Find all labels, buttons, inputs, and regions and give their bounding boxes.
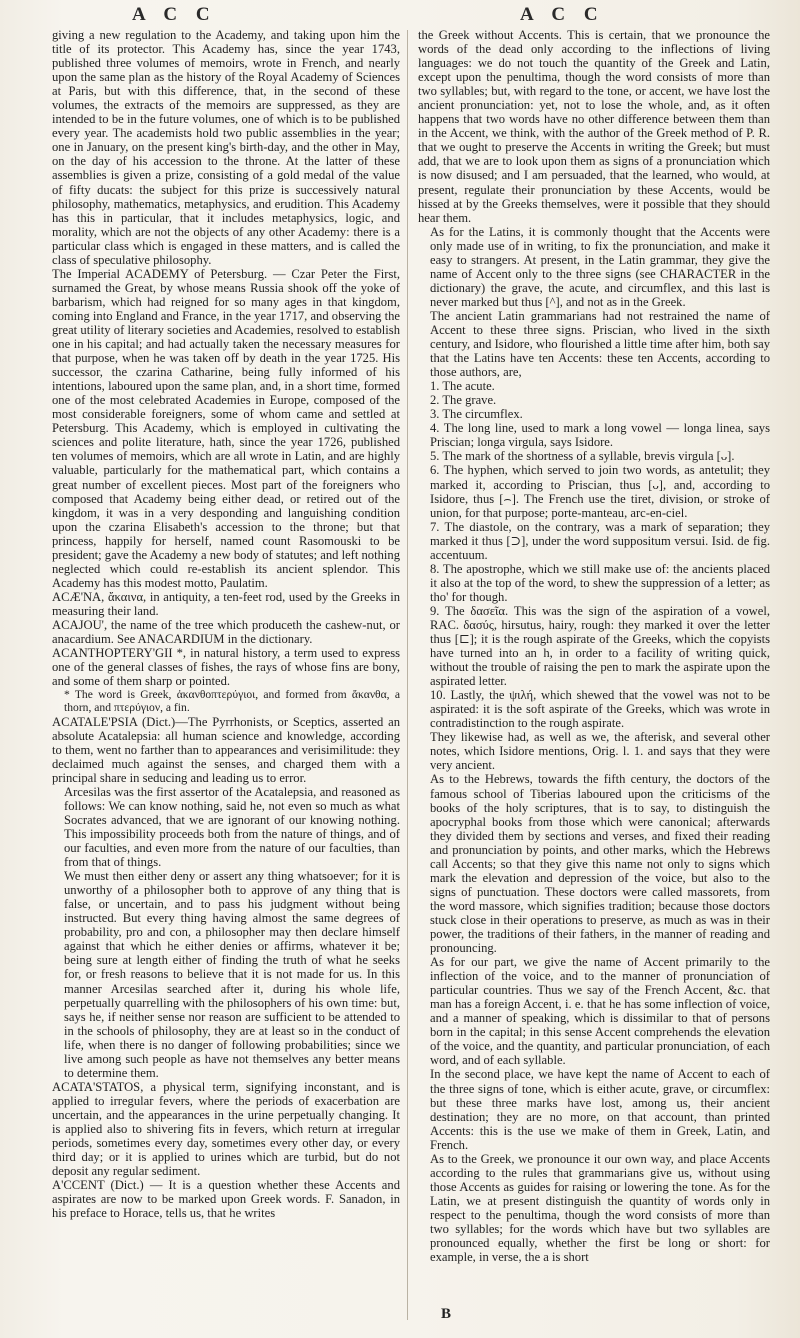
list-item: 1. The acute. — [430, 379, 495, 394]
paragraph: the Greek without Accents. This is certain, that we pronounce the words of the dead only according to the inflections of living languages: we do not touch the quantity of the Greek and Latin, except upon the penultima, though the word consists of more than two syllables; but, with regard to the tone, or accent, we have lost the ancient pronunciation: yet, not to lose the whole, and, as it often happens that two words have no other difference between them than in the Accent, we think, with the author of the Greek method of P. R. that we ought to preserve the Accents in writing the Greek; but must add, that we are to look upon them as signs of a pronunciation which is now disused; and I am persuaded, that the learned, who would, at present, regulate their pronunciation by these Accents, would be hissed at by the Greeks themselves, were it possible that they should hear them. — [418, 28, 770, 225]
entry-acaena: ACÆ'NA, ἄκαινα, in antiquity, a ten-feet rod, used by the Greeks in measuring their land. — [52, 589, 400, 618]
entry-acanthopterygii: ACANTHOPTERY'GII *, in natural history, a term used to express one of the general classes of fishes, the rays of whose fins are bony, and some of them sharp or pointed. — [52, 646, 400, 689]
list-item: 8. The apostrophe, which we still make use of: the ancients placed it also at the top of the word, to shew the suppression of a letter; as tho' for though. — [430, 561, 770, 604]
list-item: 5. The mark of the shortness of a syllable, brevis virgula [ᴗ]. — [430, 449, 735, 464]
entry-accent: A'CCENT (Dict.) — It is a question whether these Accents and aspirates are now to be marked upon Greek words. F. Sanadon, in his preface to Horace, tells us, that he writes — [52, 1178, 400, 1221]
paragraph: giving a new regulation to the Academy, and taking upon him the title of its protector. This Academy has, since the year 1743, published three volumes of memoirs, wrote in French, and nearly upon the same plan as the history of the Royal Academy of Sciences at Paris, but with this difference, that, in the second of these volumes, the extracts of the memoirs are suppressed, as they are intended to be in the future volumes, one of which is to be published every year. The academists hold two public assemblies in the year; one in January, on the present king's birth-day, and the other in May, on the day of his accession to the throne. At the latter of these assemblies is given a prize, consisting of a gold medal of the value of fifty ducats: the subject for this prize is successively natural philosophy, mathematics, metaphysics, and erudition. This Academy has this in particular, that it includes metaphysics, logic, and morality, which are not the objects of any other Academy: there is a particular class which is engaged in these matters, and is called the class of speculative philosophy. — [52, 28, 400, 267]
list-item: 3. The circumflex. — [430, 407, 523, 422]
paragraph: The ancient Latin grammarians had not restrained the name of Accent to these three signs. Priscian, who lived in the sixth century, and Isidore, who flourished a little time after him, both say that the Latins have ten Accents: these ten Accents, according to those authors, are, — [430, 308, 770, 380]
list-item: 6. The hyphen, which served to join two words, as antetulit; they marked it, according to Priscian, thus [ᴗ], and, according to Isidore, thus [⌢]. The French use the tiret, division, or stroke of union, for that purpose; porte-manteau, arc-en-ciel. — [430, 463, 770, 520]
paragraph: As for the Latins, it is commonly thought that the Accents were only made use of in writing, to fix the pronunciation, and make it easy to strangers. At present, in the Latin grammar, they give the name of Accent only to the three signs (see CHARACTER in the dictionary) the grave, the acute, and circumflex, and this last is never marked but thus [^], and not as in the Greek. — [430, 224, 770, 309]
entry-acajou: ACAJOU', the name of the tree which produceth the cashew-nut, or anacardium. See ANACARDIUM in the dictionary. — [52, 617, 400, 647]
paragraph: As for our part, we give the name of Accent primarily to the inflection of the voice, and to the manner of pronunciation of particular countries. Thus we say of the French Accent, &c. that man has a foreign Accent, i. e. that he has some inflection of voice, and a manner of speaking, which is dissimilar to that of persons born in the capital; in this sense Accent comprehends the elevation of the voice, and the quantity, and particular pronunciation, of each word, and of each syllable. — [430, 955, 770, 1068]
paragraph: We must then either deny or assert any thing whatsoever; for it is unworthy of a philosopher both to approve of any thing that is false, or uncertain, and to pass his judgment without being instructed. But every thing having almost the same degrees of probability, pro and con, a philosopher may then declare himself against that which he either denies or affirms, whatever it be; being sure at length either of finding the truth of what he seeks for, or fresh reasons to believe that it is not made for us. In this manner Arcesilas searched after it, during his whole life, perpetually quarrelling with the philosophers of his own time: but, says he, if neither sense nor reason are sufficient to be attended to in the schools of philosophy, they are at least so in the conduct of life, when there is no danger of following probabilities; since we live among such people as have not themselves any better means to determine them. — [64, 869, 400, 1080]
list-item: 9. The δασεῖα. This was the sign of the aspiration of a vowel, RAC. δασύς, hirsutus, hairy, rough: they marked it over the letter thus [⊏]; it is the rough aspirate of the Greeks, which the copyists have turned into an h, in order to a facility of writing quick, without the trouble of raising the pen to mark the aspirate upon the aspirated letter. — [430, 603, 770, 689]
paragraph: They likewise had, as well as we, the afterisk, and several other notes, which Isidore mentions, Orig. l. 1. and says that they were very ancient. — [430, 730, 770, 773]
paragraph: In the second place, we have kept the name of Accent to each of the three signs of tone, which is either acute, grave, or circumflex: but these three marks have lost, among us, their ancient destination; they are no more, on that account, than printed Accents: this is the use we make of them in Greek, Latin, and French. — [430, 1067, 770, 1152]
entry-acatastatos: ACATA'STATOS, a physical term, signifying inconstant, and is applied to irregular fevers, where the periods of exacerbation are uncertain, and the appearances in the urine perpetually changing. It is applied also to shivering fits in fevers, which return at irregular periods, sometimes every day, sometimes every other day, or every third day; or it is applied to urines which are turbid, but do not deposit any regular sediment. — [52, 1079, 400, 1179]
header-left: A C C — [132, 4, 217, 25]
column-divider — [407, 30, 408, 1320]
right-column — [418, 28, 770, 1326]
list-item: 2. The grave. — [430, 393, 497, 408]
paragraph: Arcesilas was the first assertor of the Acatalepsia, and reasoned as follows: We can know nothing, said he, not even so much as what Socrates advanced, that we are ignorant of our knowing nothing. This impossibility proceeds both from the nature of things, and of our faculties, and even more from the nature of our faculties, than from that of things. — [64, 784, 400, 870]
list-item: 10. Lastly, the ψιλή, which shewed that the vowel was not to be aspirated: it is the soft aspirate of the Greeks, which was wrote in contradistinction to the rough aspirate. — [430, 688, 770, 731]
paragraph: As to the Hebrews, towards the fifth century, the doctors of the famous school of Tiberias laboured upon the criticisms of the books of the holy scriptures, that is to say, to distinguish the apocryphal books from those which were canonical; afterwards they divided them by sections and verses, and fixed their reading and pronunciation by points, and other marks, which the Hebrews call Accents; so that they give this name not only to signs which mark the elevation and depression of the voice, but also to the signs of punctuation. These doctors were called massorets, from the word massore, which signifies tradition; because those doctors stuck close in their operations to preserve, as much as was in their power, the traditions of their fathers, in the manner of reading and pronouncing. — [430, 772, 770, 956]
entry-imperial-academy: The Imperial ACADEMY of Petersburg. — Czar Peter the First, surnamed the Great, by whose means Russia shook off the yoke of barbarism, which had reigned for so many ages in that kingdom, coming into England and France, in the year 1717, and observing the great utility of literary societies and Academies, resolved to establish one in his capital; and had actually taken the necessary measures for that purpose, when he was taken off by death in the year 1725. His successor, the czarina Catharine, being fully informed of his intentions, laboured upon the same plan, and, in a short time, formed one of the most celebrated Academies in Europe, composed of the most considerable foreigners, some of whom came and settled at Petersburg. This Academy, which is employed in cultivating the sciences and polite literature, hath, since the year 1726, published ten volumes of memoirs, which are all wrote in Latin, and are highly valuable, particularly for the mathematical part, which contains a great number of excellent pieces. Most part of the foreigners who composed that Academy being either dead, or retired out of the kingdom, it was in a very desponding and languishing condition upon the czarina Elisabeth's accession to the throne; but that princess, happily for herself, named count Rasomouski to be president; gave the Academy a new body of statutes; and left nothing neglected which could re-establish its ancient splendor. This Academy has this modest motto, Paulatim. — [52, 266, 400, 590]
entry-acatalepsia: ACATALE'PSIA (Dict.)—The Pyrrhonists, or Sceptics, asserted an absolute Acatalepsia: all human science and knowledge, according to them, went no farther than to appearances and verisimilitude: they declaimed much against the senses, and charged them with a principal share in seducing and leading us to error. — [52, 714, 400, 785]
header-right: A C C — [520, 4, 605, 25]
list-item: 7. The diastole, on the contrary, was a mark of separation; they marked it thus [⊃], under the word suppositum versui. Isid. de fig. accentuum. — [430, 519, 770, 562]
list-item: 4. The long line, used to mark a long vowel — longa linea, says Priscian; longa virgula, says Isidore. — [430, 421, 770, 450]
signature-mark: B — [441, 1306, 452, 1322]
footnote: * The word is Greek, ἀκανθοπτερύγιοι, and formed from ἄκανθα, a thorn, and πτερύγιον, a fin. — [64, 688, 400, 715]
left-column — [52, 28, 400, 1326]
paragraph: As to the Greek, we pronounce it our own way, and place Accents according to the rules that grammarians give us, without using those Accents as guides for raising or lowering the tone. As for the Latin, we at present distinguish the quantity of words only in respect to the penultima, though the word consists of more than two syllables; for the words which have but two syllables are pronounced equally, whether the first be long or short: for example, in verse, the a is short — [430, 1151, 770, 1265]
